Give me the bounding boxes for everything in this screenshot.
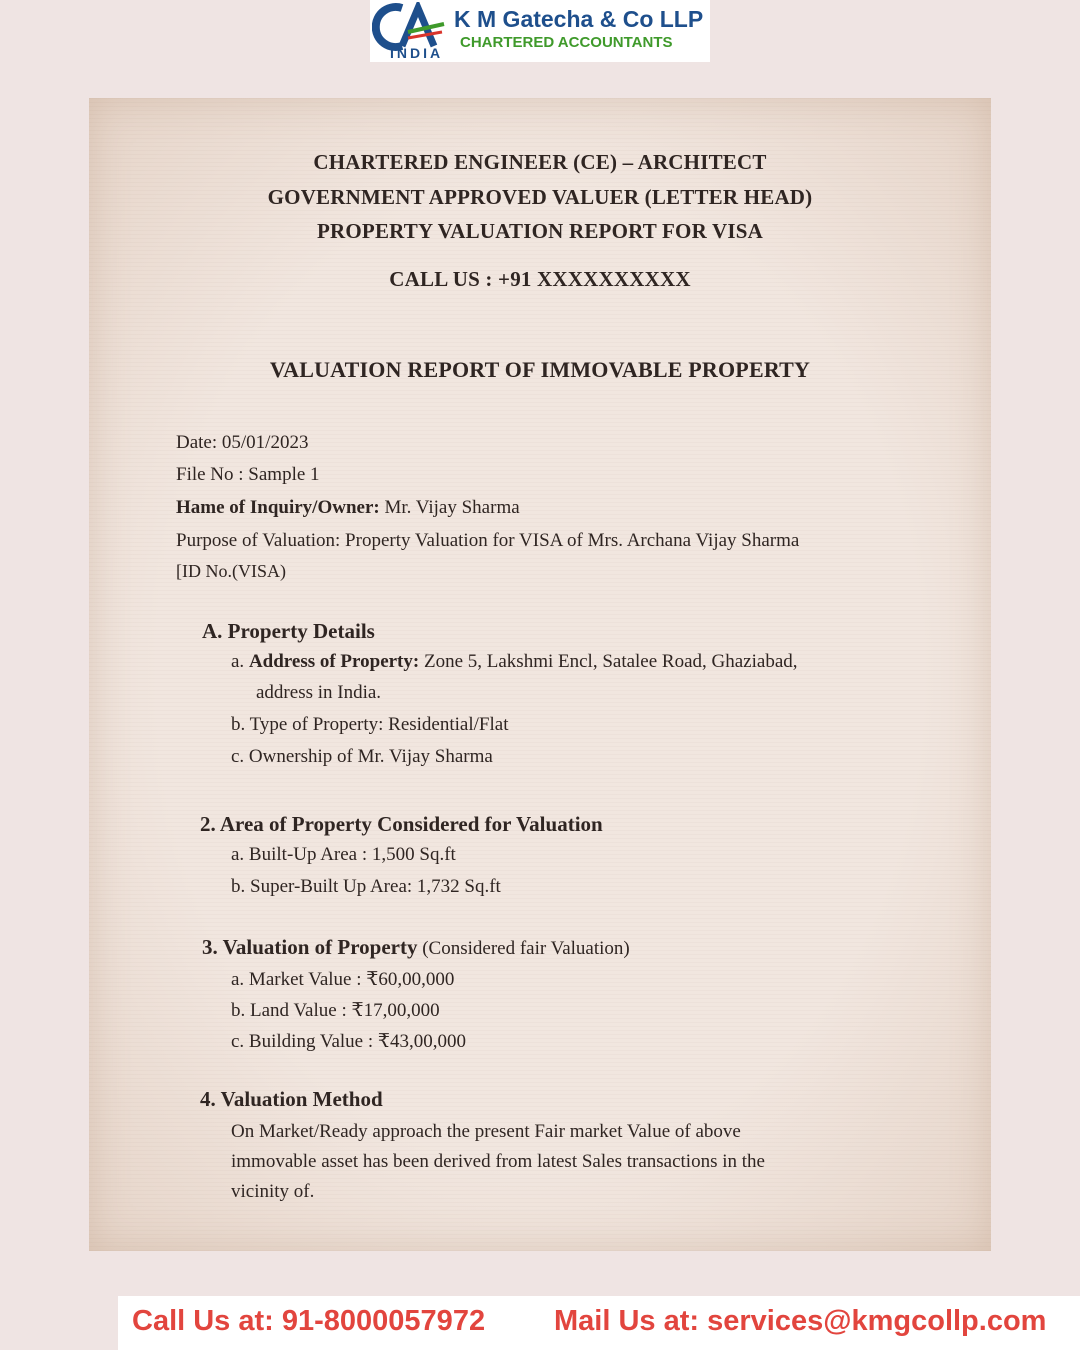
valuation-report-document bbox=[89, 98, 991, 1251]
owner-value: Mr. Vijay Sharma bbox=[379, 497, 520, 518]
section-3-item-a: a. Market Value : ₹60,00,000 bbox=[231, 969, 455, 990]
section-4-title: 4. Valuation Method bbox=[200, 1087, 383, 1111]
address-continuation: address in India. bbox=[256, 682, 382, 703]
report-date: Date: 05/01/2023 bbox=[176, 432, 309, 453]
section-a-item-b: b. Type of Property: Residential/Flat bbox=[231, 714, 509, 735]
section-4-line-2: immovable asset has been derived from latest Sales transactions in the bbox=[231, 1151, 765, 1172]
address-value: Zone 5, Lakshmi Encl, Satalee Road, Ghaziabad, bbox=[419, 651, 798, 672]
section-2-item-a: a. Built-Up Area : 1,500 Sq.ft bbox=[231, 844, 456, 865]
section-3-item-b: b. Land Value : ₹17,00,000 bbox=[231, 1000, 440, 1021]
section-a-title: A. Property Details bbox=[202, 619, 375, 643]
section-4-line-3: vicinity of. bbox=[231, 1181, 315, 1202]
contact-footer bbox=[118, 1296, 1080, 1350]
owner-label: Hame of Inquiry/Owner: bbox=[176, 497, 380, 518]
purpose-line: Purpose of Valuation: Property Valuation for VISA of Mrs. Archana Vijay Sharma bbox=[176, 530, 800, 551]
letterhead-call: CALL US : +91 XXXXXXXXXX bbox=[389, 267, 691, 291]
section-4-line-1: On Market/Ready approach the present Fair market Value of above bbox=[231, 1121, 741, 1142]
section-3-item-c: c. Building Value : ₹43,00,000 bbox=[231, 1031, 466, 1052]
firm-name: K M Gatecha & Co LLP bbox=[454, 6, 704, 32]
firm-logo bbox=[370, 0, 710, 62]
letterhead-line-2: GOVERNMENT APPROVED VALUER (LETTER HEAD) bbox=[267, 185, 813, 209]
item-marker: a. bbox=[231, 651, 249, 672]
address-label: Address of Property: bbox=[248, 651, 420, 672]
logo-india-text: INDIA bbox=[390, 45, 444, 61]
section-2-title: 2. Area of Property Considered for Valuation bbox=[200, 812, 603, 836]
file-number: File No : Sample 1 bbox=[176, 464, 320, 485]
letterhead-line-1: CHARTERED ENGINEER (CE) – ARCHITECT bbox=[313, 150, 767, 174]
section-a-item-a bbox=[231, 651, 798, 673]
mail-us-link[interactable]: Mail Us at: services@kmgcollp.com bbox=[554, 1305, 1047, 1337]
call-us-link[interactable]: Call Us at: 91-8000057972 bbox=[132, 1305, 486, 1337]
section-2-item-b: b. Super-Built Up Area: 1,732 Sq.ft bbox=[231, 876, 501, 897]
firm-subtitle: CHARTERED ACCOUNTANTS bbox=[460, 34, 673, 51]
report-title: VALUATION REPORT OF IMMOVABLE PROPERTY bbox=[269, 357, 811, 382]
id-line: [ID No.(VISA) bbox=[176, 561, 286, 581]
owner-line bbox=[176, 497, 520, 519]
letterhead-line-3: PROPERTY VALUATION REPORT FOR VISA bbox=[316, 219, 763, 243]
section-3-title-line bbox=[202, 935, 630, 960]
section-3-note: (Considered fair Valuation) bbox=[417, 938, 630, 959]
section-a-item-c: c. Ownership of Mr. Vijay Sharma bbox=[231, 746, 493, 767]
section-3-title: 3. Valuation of Property bbox=[202, 935, 418, 959]
